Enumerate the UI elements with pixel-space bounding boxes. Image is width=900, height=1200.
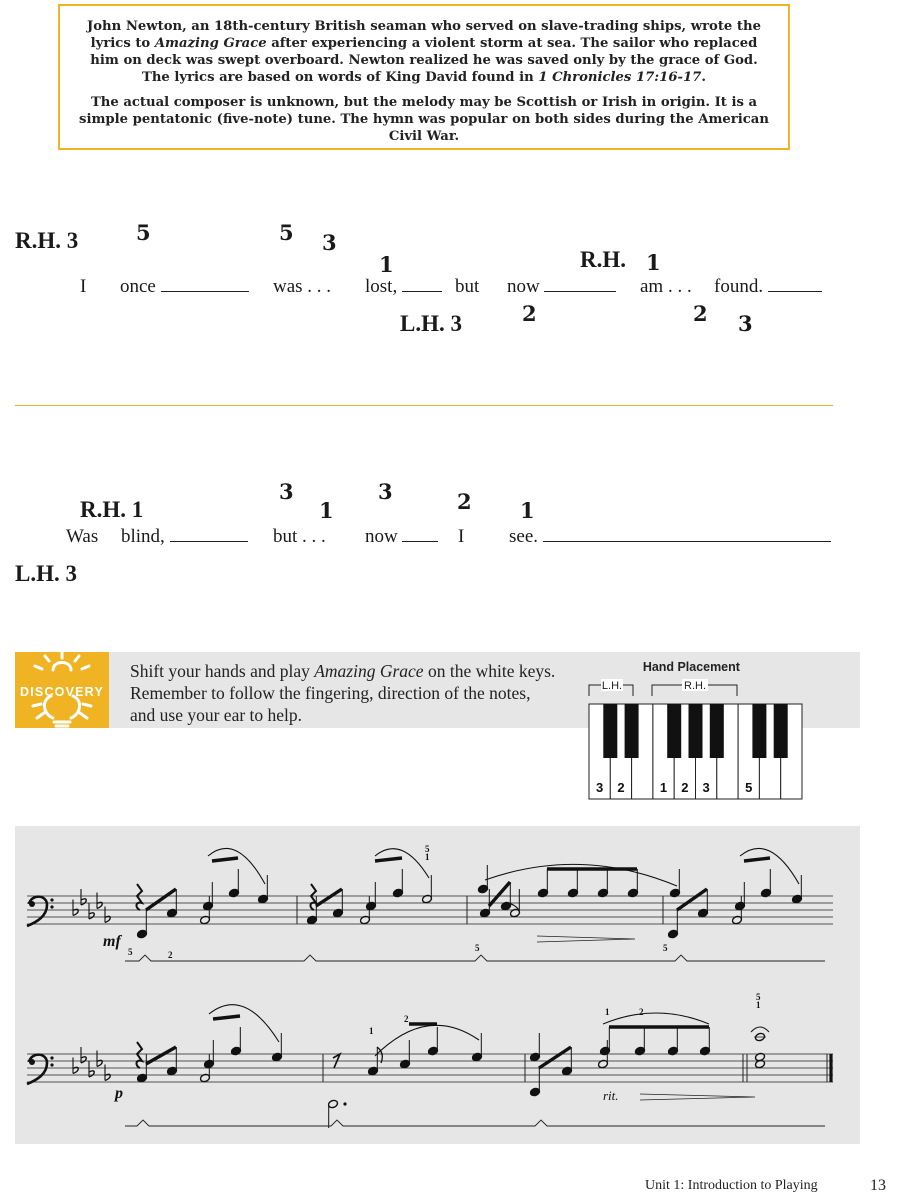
svg-text:5: 5 xyxy=(425,844,430,854)
note-beam xyxy=(146,889,176,910)
info-box xyxy=(58,4,790,150)
lyric-word: was . . . xyxy=(273,276,332,297)
note-beam xyxy=(744,858,770,861)
slur xyxy=(603,1013,709,1024)
finger-number: 1 xyxy=(319,498,334,523)
page-number: 13 xyxy=(870,1177,886,1194)
slur xyxy=(208,848,265,884)
black-key xyxy=(667,704,681,758)
key-finger-number: 3 xyxy=(596,780,604,795)
flat-sign xyxy=(89,1071,94,1077)
key-finger-number: 5 xyxy=(745,780,753,795)
finger-number: 3 xyxy=(322,230,337,255)
staff-group xyxy=(27,848,833,1128)
hand-placement-title: Hand Placement xyxy=(642,658,740,675)
info-paragraph-2: The actual composer is unknown, but the melody may be Scottish or Irish in origin. It is a simple pentatonic (five-note) tune. The hymn was popular on both sides during the American Civil War. xyxy=(79,95,769,144)
pedal-line xyxy=(125,955,295,961)
pedal-line xyxy=(295,955,465,961)
finger-number: 1 xyxy=(379,252,394,277)
svg-text:1: 1 xyxy=(425,852,430,862)
lyric-word: lost, xyxy=(365,276,442,298)
svg-text:5: 5 xyxy=(475,943,480,953)
finger-number: 1 xyxy=(646,250,661,275)
flat-sign xyxy=(81,1057,86,1063)
hand-placement-diagram xyxy=(580,654,840,804)
black-key xyxy=(752,704,766,758)
bass-clef-dot xyxy=(29,1059,35,1065)
discovery-badge xyxy=(15,652,109,728)
dot xyxy=(343,1102,346,1105)
rh-label: R.H. 3 xyxy=(15,228,79,253)
key-finger-number: 2 xyxy=(617,780,625,795)
tie xyxy=(751,1027,769,1032)
finger-number: 1 xyxy=(520,498,535,523)
ritardando-mark: rit. xyxy=(603,1088,619,1103)
black-key xyxy=(710,704,724,758)
note-beam xyxy=(212,858,238,861)
pedal-line xyxy=(125,1120,320,1126)
rh-placement-label: R.H. xyxy=(684,680,706,692)
black-keys xyxy=(603,704,787,758)
lyric-word: am . . . xyxy=(640,276,692,297)
lh-label: L.H. 3 xyxy=(400,311,462,336)
dynamic-mf: mf xyxy=(103,933,121,950)
finger-number: 2 xyxy=(693,301,708,326)
discovery-label: DISCOVERY xyxy=(20,685,104,699)
lyric-word: Was xyxy=(66,526,99,547)
key-finger-number: 1 xyxy=(659,780,668,795)
pedal-line xyxy=(525,1120,825,1126)
lyric-word: but xyxy=(455,276,480,297)
finger-number: 2 xyxy=(522,301,537,326)
decrescendo-hairpin xyxy=(640,1094,755,1100)
finger-number: 2 xyxy=(457,489,472,514)
quarter-rest xyxy=(136,1042,142,1068)
svg-text:2: 2 xyxy=(168,950,173,960)
pedal-line xyxy=(665,955,825,961)
svg-text:2: 2 xyxy=(639,1007,644,1017)
quarter-rest xyxy=(136,884,142,910)
flat-sign xyxy=(81,899,86,905)
section-divider xyxy=(15,405,833,406)
music-fingerings xyxy=(128,844,761,1036)
rh-label-2: R.H. xyxy=(580,247,626,272)
bass-clef-dot xyxy=(29,901,35,907)
quarter-rest xyxy=(310,884,316,910)
bass-clef-dot xyxy=(50,898,53,901)
svg-text:1: 1 xyxy=(369,1026,374,1036)
bass-clef-dot xyxy=(50,905,53,908)
note-beam xyxy=(539,1047,571,1068)
slur xyxy=(375,1025,479,1056)
bass-clef-dot xyxy=(50,1063,53,1066)
black-key xyxy=(774,704,788,758)
lh-label: L.H. 3 xyxy=(15,561,77,586)
lyric-word: but . . . xyxy=(273,526,326,547)
black-key xyxy=(603,704,617,758)
flat-sign xyxy=(89,913,94,919)
note-beam xyxy=(146,1047,176,1064)
svg-text:5: 5 xyxy=(756,992,761,1002)
bass-clef xyxy=(27,1055,47,1084)
info-paragraph-1: John Newton, an 18th-century British seaman who served on slave-trading ships, wrote the lyrics to Amazing Grace after experiencing a violent storm at sea. The sailor who replaced him on deck was swept overboard. Newton realized he was saved only by the grace of God. The lyrics are based on words of King David found in 1 Chronicles 17:16-17. xyxy=(87,19,761,85)
svg-text:2: 2 xyxy=(404,1014,409,1024)
lh-placement-label: L.H. xyxy=(601,680,623,692)
lyric-word: now xyxy=(507,276,616,298)
note-beam xyxy=(316,889,342,906)
lightbulb-icon xyxy=(15,652,109,728)
lyric-word: I xyxy=(458,526,465,547)
bass-clef xyxy=(27,897,47,926)
svg-text:1: 1 xyxy=(605,1007,610,1017)
pedal-line xyxy=(465,955,665,961)
finger-number: 3 xyxy=(738,311,753,336)
rh-label: R.H. 1 xyxy=(80,497,144,522)
slur xyxy=(740,848,799,884)
finger-number: 5 xyxy=(279,220,294,245)
svg-text:1: 1 xyxy=(756,1000,761,1010)
bass-clef-dot xyxy=(50,1056,53,1059)
key-finger-number: 2 xyxy=(681,780,689,795)
finger-number: 3 xyxy=(378,479,393,504)
black-key xyxy=(689,704,703,758)
black-key xyxy=(625,704,639,758)
note-beam xyxy=(677,889,707,910)
lyric-word: found. xyxy=(714,276,822,298)
discovery-text: Shift your hands and play Amazing Grace on the white keys. Remember to follow the fingering, direction of the notes, and use your ear to help. xyxy=(130,661,556,725)
lyric-word: now xyxy=(365,526,438,548)
finger-number: 5 xyxy=(136,220,151,245)
key-finger-number: 3 xyxy=(702,780,710,795)
footer-unit: Unit 1: Introduction to Playing xyxy=(645,1178,818,1193)
svg-text:5: 5 xyxy=(663,943,668,953)
note-beam xyxy=(375,858,402,861)
pedal-line xyxy=(320,1120,525,1126)
decrescendo-hairpin xyxy=(537,936,635,942)
lyric-word: I xyxy=(80,276,87,297)
note-beam xyxy=(213,1016,240,1019)
svg-text:5: 5 xyxy=(128,947,133,957)
dynamic-p: p xyxy=(115,1085,123,1102)
lyric-word: see. xyxy=(509,526,831,548)
lyric-word: blind, xyxy=(121,526,248,548)
finger-number: 3 xyxy=(279,479,294,504)
slur xyxy=(209,1005,279,1042)
lyric-word: once xyxy=(120,276,249,298)
music-notation xyxy=(15,826,860,1144)
